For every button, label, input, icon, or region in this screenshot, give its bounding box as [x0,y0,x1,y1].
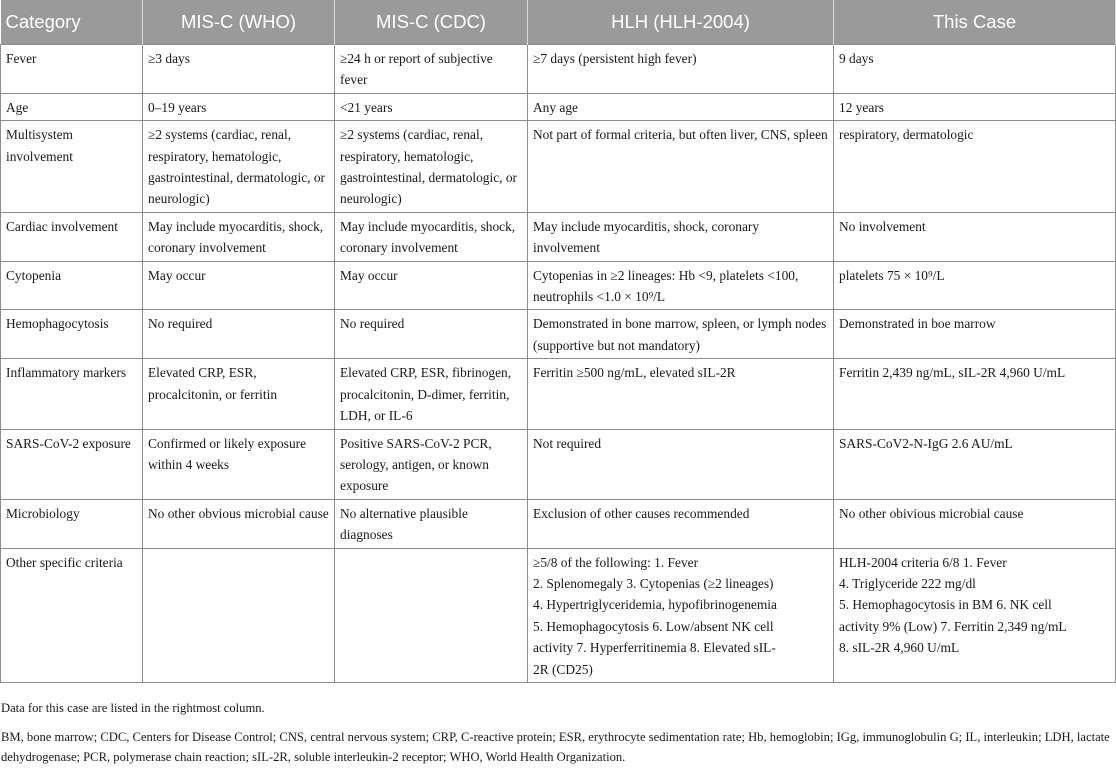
cell-line: HLH-2004 criteria 6/8 1. Fever [839,554,1007,570]
cell-hlh: Exclusion of other causes recommended [528,499,834,548]
cell-category: Fever [1,45,143,94]
cell-line: 4. Triglyceride 222 mg/dl [839,575,976,591]
cell-category: Microbiology [1,499,143,548]
cell-line: 4. Hypertriglyceridemia, hypofibrinogenemia [533,597,777,613]
cell-who: No required [143,310,335,359]
header-misc-who: MIS-C (WHO) [143,0,335,45]
cell-line: 2. Splenomegaly 3. Cytopenias (≥2 lineages) [533,575,774,591]
table-header [1,0,1116,45]
table-footnotes [0,699,1116,767]
table-row-microbiology [1,499,1116,548]
cell-hlh [528,548,834,682]
cell-cdc: ≥24 h or report of subjective fever [335,45,528,94]
cell-cdc [335,548,528,682]
cell-case: platelets 75 × 10⁹/L [834,261,1116,310]
table-body [1,45,1116,683]
table-row-fever [1,45,1116,94]
cell-category: Cytopenia [1,261,143,310]
cell-case: respiratory, dermatologic [834,121,1116,213]
cell-cdc: <21 years [335,93,528,120]
header-category: Category [1,0,143,45]
table-row-sars-cov-2 [1,429,1116,499]
cell-case: Ferritin 2,439 ng/mL, sIL-2R 4,960 U/mL [834,359,1116,429]
cell-hlh: Any age [528,93,834,120]
cell-hlh: Not part of formal criteria, but often liver, CNS, spleen [528,121,834,213]
table-row-age [1,93,1116,120]
cell-case: No involvement [834,212,1116,261]
cell-case: SARS-CoV2-N-IgG 2.6 AU/mL [834,429,1116,499]
cell-case: 12 years [834,93,1116,120]
cell-cdc: ≥2 systems (cardiac, renal, respiratory, hematologic, gastrointestinal, dermatologic, or neurologic) [335,121,528,213]
cell-who: May occur [143,261,335,310]
cell-cdc: No alternative plausible diagnoses [335,499,528,548]
cell-who: 0–19 years [143,93,335,120]
cell-category: Age [1,93,143,120]
cell-cdc: May occur [335,261,528,310]
cell-category: SARS-CoV-2 exposure [1,429,143,499]
cell-category: Other specific criteria [1,548,143,682]
cell-hlh: Demonstrated in bone marrow, spleen, or lymph nodes (supportive but not mandatory) [528,310,834,359]
cell-cdc: Elevated CRP, ESR, fibrinogen, procalcitonin, D-dimer, ferritin, LDH, or IL-6 [335,359,528,429]
cell-line: activity 9% (Low) 7. Ferritin 2,349 ng/mL [839,618,1067,634]
cell-hlh: Ferritin ≥500 ng/mL, elevated sIL-2R [528,359,834,429]
cell-line: 5. Hemophagocytosis in BM 6. NK cell [839,597,1052,613]
cell-who: May include myocarditis, shock, coronary involvement [143,212,335,261]
cell-category: Multisystem involvement [1,121,143,213]
cell-cdc: May include myocarditis, shock, coronary involvement [335,212,528,261]
cell-who: ≥3 days [143,45,335,94]
cell-who: Elevated CRP, ESR, procalcitonin, or ferritin [143,359,335,429]
cell-hlh: Not required [528,429,834,499]
header-this-case: This Case [834,0,1116,45]
cell-cdc: No required [335,310,528,359]
cell-category: Inflammatory markers [1,359,143,429]
cell-hlh: Cytopenias in ≥2 lineages: Hb <9, platelets <100, neutrophils <1.0 × 10⁹/L [528,261,834,310]
cell-case: No other obivious microbial cause [834,499,1116,548]
table-row-multisystem [1,121,1116,213]
cell-who: ≥2 systems (cardiac, renal, respiratory, hematologic, gastrointestinal, dermatologic, or neurologic) [143,121,335,213]
cell-who: No other obvious microbial cause [143,499,335,548]
table-row-inflammatory [1,359,1116,429]
cell-cdc: Positive SARS-CoV-2 PCR, serology, antigen, or known exposure [335,429,528,499]
footnote-abbreviations: BM, bone marrow; CDC, Centers for Disease Control; CNS, central nervous system; CRP, C-reactive protein; ESR, erythrocyte sedimentation rate; Hb, hemoglobin; IGg, immunoglobulin G; IL, interleukin; LDH, lactate dehydrogenase; PCR, polymerase chain reaction; sIL-2R, soluble interleukin-2 receptor; WHO, World Health Organization. [1,729,1110,764]
cell-who: Confirmed or likely exposure within 4 weeks [143,429,335,499]
table-row-hemophagocytosis [1,310,1116,359]
cell-hlh: May include myocarditis, shock, coronary involvement [528,212,834,261]
table-row-cardiac [1,212,1116,261]
header-hlh-2004: HLH (HLH-2004) [528,0,834,45]
cell-case: Demonstrated in boe marrow [834,310,1116,359]
header-misc-cdc: MIS-C (CDC) [335,0,528,45]
table-row-other-criteria [1,548,1116,682]
cell-case [834,548,1116,682]
cell-line: 8. sIL-2R 4,960 U/mL [839,640,960,656]
cell-who [143,548,335,682]
header-row [1,0,1116,45]
footnote-data-note: Data for this case are listed in the rightmost column. [1,700,265,715]
cell-line: activity 7. Hyperferritinemia 8. Elevated sIL- [533,640,776,656]
cell-hlh: ≥7 days (persistent high fever) [528,45,834,94]
cell-category: Cardiac involvement [1,212,143,261]
table-row-cytopenia [1,261,1116,310]
cell-category: Hemophagocytosis [1,310,143,359]
cell-line: 2R (CD25) [533,661,593,677]
cell-line: ≥5/8 of the following: 1. Fever [533,554,699,570]
cell-case: 9 days [834,45,1116,94]
cell-line: 5. Hemophagocytosis 6. Low/absent NK cell [533,618,774,634]
